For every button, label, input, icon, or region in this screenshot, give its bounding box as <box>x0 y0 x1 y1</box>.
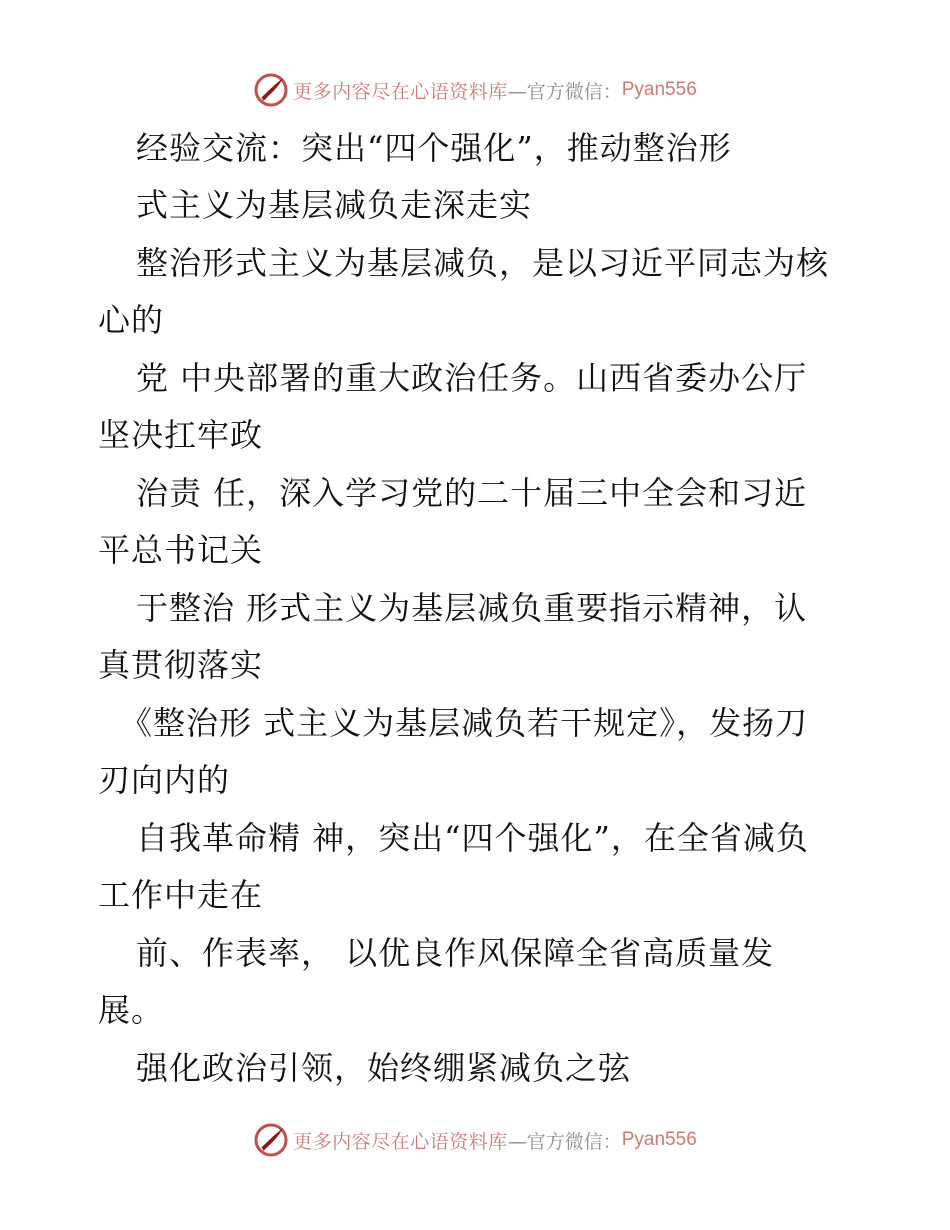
paragraph-line: 平总书记关 <box>98 531 264 569</box>
watermark-separator: —官方微信： <box>507 1130 622 1153</box>
paragraph-line: 整治形式主义为基层减负，是以习近平同志为核 <box>136 244 830 282</box>
paragraph-line: 治责 任，深入学习党的二十届三中全会和习近 <box>136 474 808 512</box>
footer-watermark <box>0 1120 950 1160</box>
paragraph-line: 心的 <box>98 301 165 339</box>
paragraph-line: 真贯彻落实 <box>98 646 264 684</box>
paragraph-line: 前、作表率， 以优良作风保障全省高质量发 <box>136 934 775 972</box>
watermark-wechat-id: Pyan556 <box>621 1129 697 1150</box>
paragraph-line: 于整治 形式主义为基层减负重要指示精神，认 <box>136 589 808 627</box>
document-title-line-1: 经验交流：突出“四个强化”，推动整治形 <box>136 129 732 167</box>
header-watermark <box>0 70 950 110</box>
watermark-site-text: 更多内容尽在心语资料库 <box>293 1130 508 1153</box>
watermark-wechat-id: Pyan556 <box>621 79 697 100</box>
document-title-line-2: 式主义为基层减负走深走实 <box>136 186 533 224</box>
paragraph-line: 《整治形 式主义为基层减负若干规定》，发扬刀 <box>120 704 809 742</box>
paragraph-line: 刃向内的 <box>98 761 231 799</box>
paragraph-line: 展。 <box>98 991 165 1029</box>
quill-pen-logo-icon <box>253 72 289 108</box>
paragraph-line: 自我革命精 神，突出“四个强化”，在全省减负 <box>136 819 809 857</box>
paragraph-line: 党 中央部署的重大政治任务。山西省委办公厅 <box>136 359 808 397</box>
section-heading: 强化政治引领，始终绷紧减负之弦 <box>136 1049 632 1087</box>
watermark-separator: —官方微信： <box>507 80 622 103</box>
paragraph-line: 坚决扛牢政 <box>98 416 264 454</box>
quill-pen-logo-icon <box>253 1122 289 1158</box>
watermark-site-text: 更多内容尽在心语资料库 <box>293 80 508 103</box>
paragraph-line: 工作中走在 <box>98 876 264 914</box>
